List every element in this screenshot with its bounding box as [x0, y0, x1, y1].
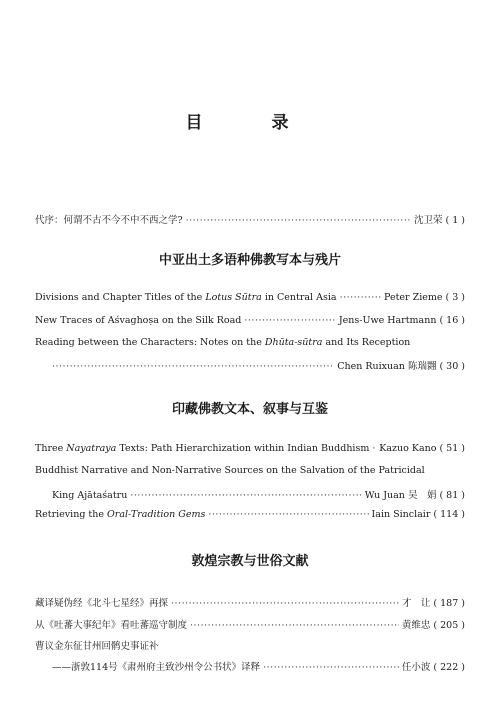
- toc-entry: [35, 443, 465, 459]
- leader-dots: [244, 315, 335, 326]
- entry-author: Kazuo Kano: [379, 443, 437, 454]
- entry-title: Retrieving the Oral-Tradition Gems: [35, 509, 206, 520]
- toc-title: 目 录: [185, 113, 315, 133]
- toc-entry: [52, 358, 465, 374]
- section-heading: 中亚出土多语种佛教写本与残片: [158, 253, 341, 268]
- entry-author: Chen Ruixuan 陈瑞翾: [337, 361, 437, 372]
- leader-dots: [340, 292, 381, 303]
- section-heading: 敦煌宗教与世俗文献: [191, 554, 309, 569]
- leader-dots: [186, 215, 411, 226]
- entry-title-line1: Reading between the Characters: Notes on the Dhūta-sūtra and Its Reception: [35, 337, 411, 348]
- entry-title-line1: Buddhist Narrative and Non-Narrative Sources on the Salvation of the Patricidal: [35, 465, 425, 476]
- entry-title: New Traces of Aśvaghoṣa on the Silk Road: [35, 315, 242, 326]
- toc-entry: [35, 509, 465, 525]
- toc-entry: [35, 595, 465, 611]
- toc-entry: [35, 315, 465, 331]
- entry-author: Jens-Uwe Hartmann: [338, 315, 437, 326]
- toc-entry: [35, 617, 465, 633]
- toc-entry: [52, 659, 465, 675]
- entry-title: 从《吐蕃大事纪年》看吐蕃巡守制度: [35, 620, 188, 631]
- entry-title: Three Nayatraya Texts: Path Hierarchization within Indian Buddhism: [35, 443, 370, 454]
- entry-author: 黄维忠: [401, 620, 431, 631]
- entry-page: ( 3 ): [445, 292, 465, 303]
- entry-page: ( 205 ): [433, 620, 465, 631]
- leader-dots: [130, 490, 361, 501]
- entry-page: ( 51 ): [439, 443, 465, 454]
- entry-author: Peter Zieme: [384, 292, 443, 303]
- entry-author: Iain Sinclair: [371, 509, 431, 520]
- toc-entry: [52, 487, 465, 503]
- entry-page: ( 1 ): [445, 215, 465, 226]
- entry-title-line2: ——浙敦114号《肃州府主致沙州令公书状》译释: [52, 662, 261, 673]
- section-heading: 印藏佛教文本、叙事与互鉴: [171, 402, 328, 417]
- entry-page: ( 16 ): [439, 315, 465, 326]
- entry-page: ( 81 ): [439, 490, 465, 501]
- entry-author: 才 让: [401, 598, 431, 609]
- leader-dots: [372, 443, 376, 454]
- entry-page: ( 187 ): [433, 598, 465, 609]
- toc-entry-preface: [35, 212, 465, 228]
- entry-author: 沈卫荣: [413, 215, 443, 226]
- entry-title-line1: 曹议金东征甘州回鹘史事证补: [35, 641, 159, 652]
- entry-page: ( 30 ): [439, 361, 465, 372]
- leader-dots: [171, 598, 399, 609]
- leader-dots: [52, 361, 334, 372]
- entry-title: 藏译疑伪经《北斗七星经》再探: [35, 598, 169, 609]
- entry-author: 任小波: [401, 662, 431, 673]
- leader-dots: [190, 620, 399, 631]
- entry-title: Divisions and Chapter Titles of the Lotus Sūtra in Central Asia: [35, 292, 337, 303]
- entry-page: ( 114 ): [433, 509, 465, 520]
- leader-dots: [263, 662, 399, 673]
- entry-author: Wu Juan 吴 娟: [364, 490, 437, 501]
- leader-dots: [208, 509, 368, 520]
- entry-page: ( 222 ): [433, 662, 465, 673]
- entry-title: 代序：何谓不古不今不中不西之学?: [35, 215, 183, 226]
- entry-title-line2: King Ajātaśatru: [52, 490, 128, 501]
- toc-entry: [35, 292, 465, 308]
